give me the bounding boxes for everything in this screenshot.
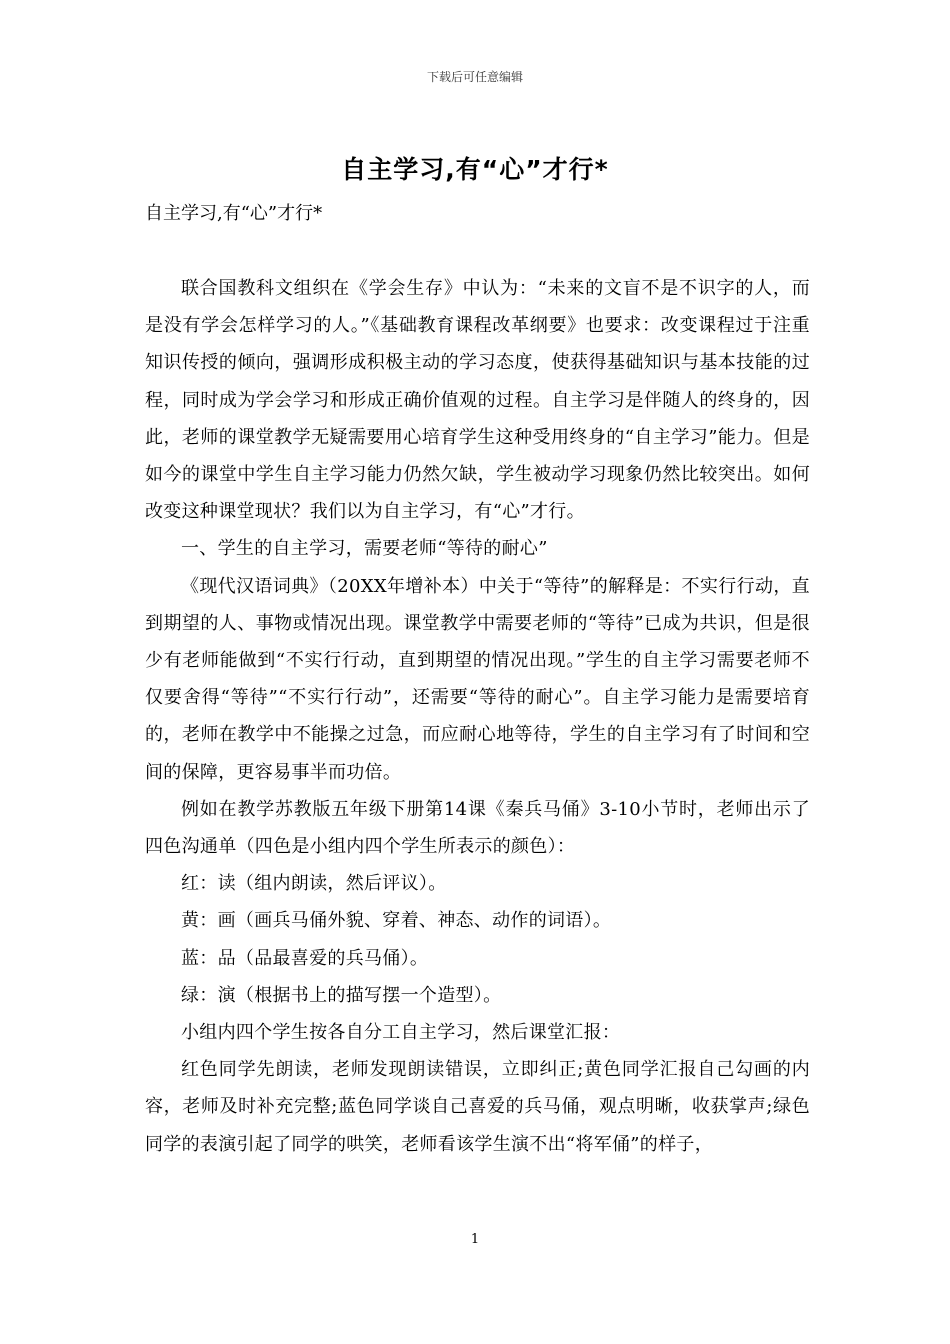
header-note: 下载后可任意编辑 (426, 70, 523, 84)
paragraph-example: 例如在教学苏教版五年级下册第14课《秦兵马俑》3-10小节时，老师出示了四色沟通单（四色是小组内四个学生所表示的颜色）： (145, 798, 810, 858)
list-item-green: 绿：演（根据书上的描写摆一个造型）。 (181, 984, 502, 1006)
paragraph-group-report: 小组内四个学生按各自分工自主学习，然后课堂汇报： (181, 1022, 621, 1044)
document-body (145, 270, 810, 1163)
section-heading-1: 一、学生的自主学习，需要老师“等待的耐心” (181, 538, 548, 560)
document-subtitle: 自主学习,有“心”才行* (145, 203, 323, 224)
paragraph-report-detail: 红色同学先朗读，老师发现朗读错误，立即纠正;黄色同学汇报自己勾画的内容，老师及时补充完整;蓝色同学谈自己喜爱的兵马俑，观点明晰，收获掌声;绿色同学的表演引起了同学的哄笑，老师看该学生演不出“将军俑”的样子， (145, 1059, 810, 1155)
list-item-blue: 蓝：品（品最喜爱的兵马俑）。 (181, 947, 429, 969)
paragraph-intro: 联合国教科文组织在《学会生存》中认为：“未来的文盲不是不识字的人，而是没有学会怎样学习的人。”《基础教育课程改革纲要》也要求：改变课程过于注重知识传授的倾向，强调形成积极主动的学习态度，使获得基础知识与基本技能的过程，同时成为学会学习和形成正确价值观的过程。自主学习是伴随人的终身的，因此，老师的课堂教学无疑需要用心培育学生这种受用终身的“自主学习”能力。但是如今的课堂中学生自主学习能力仍然欠缺，学生被动学习现象仍然比较突出。如何改变这种课堂现状？我们以为自主学习，有“心”才行。 (145, 278, 810, 523)
list-item-red: 红：读（组内朗读，然后评议）。 (181, 873, 447, 895)
document-title: 自主学习,有“心”才行* (341, 155, 609, 184)
paragraph-definition: 《现代汉语词典》（20XX年增补本）中关于“等待”的解释是：不实行行动，直到期望的人、事物或情况出现。课堂教学中需要老师的“等待”已成为共识，但是很少有老师能做到“不实行行动，直到期望的情况出现。”学生的自主学习需要老师不仅要舍得“等待”“不实行行动”，还需要“等待的耐心”。自主学习能力是需要培育的，老师在教学中不能操之过急，而应耐心地等待，学生的自主学习有了时间和空间的保障，更容易事半而功倍。 (145, 575, 810, 783)
page-number: 1 (470, 1232, 480, 1247)
list-item-yellow: 黄：画（画兵马俑外貌、穿着、神态、动作的词语）。 (181, 910, 612, 932)
